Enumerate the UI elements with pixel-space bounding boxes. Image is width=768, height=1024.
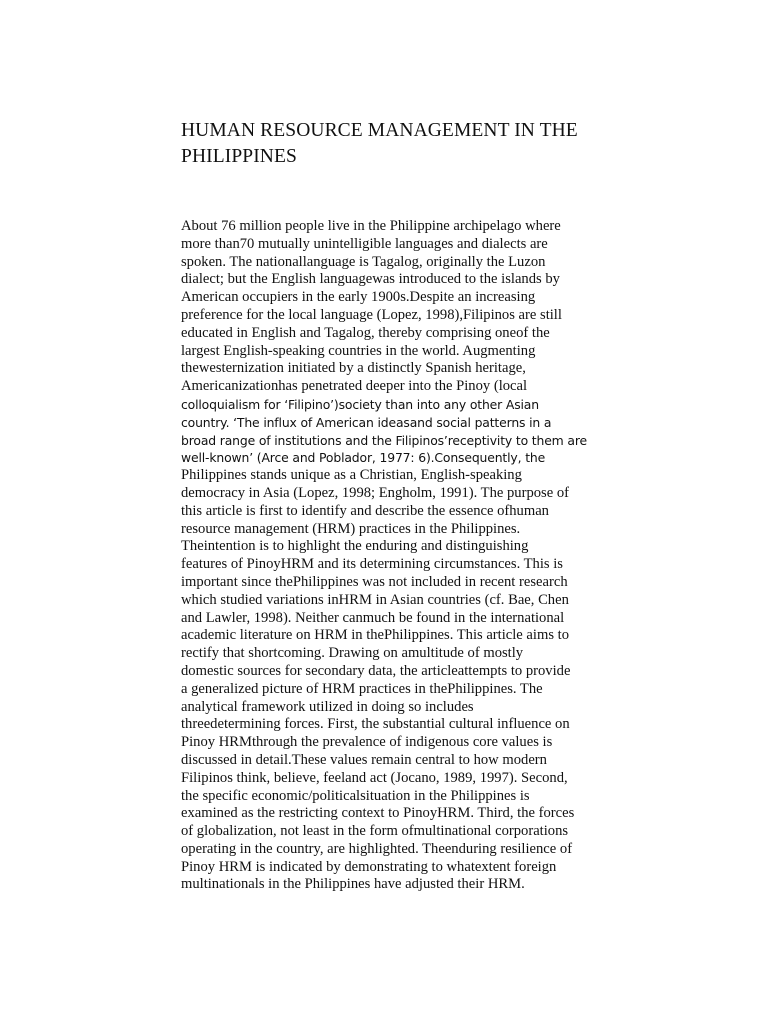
- title-line: PHILIPPINES: [181, 146, 297, 167]
- body-line: threedetermining forces. First, the substantial cultural influence on: [181, 716, 570, 733]
- body-line: Pinoy HRM is indicated by demonstrating to whatextent foreign: [181, 858, 557, 875]
- body-line: spoken. The nationallanguage is Tagalog, originally the Luzon: [181, 253, 546, 270]
- body-line: this article is first to identify and describe the essence ofhuman: [181, 502, 549, 519]
- body-line: dialect; but the English languagewas introduced to the islands by: [181, 271, 560, 288]
- body-line: resource management (HRM) practices in the Philippines.: [181, 520, 521, 537]
- body-line: well-known’ (Arce and Poblador, 1977: 6).Consequently, the: [181, 450, 546, 466]
- body-line: more than70 mutually unintelligible languages and dialects are: [181, 235, 548, 252]
- title-line: HUMAN RESOURCE MANAGEMENT IN THE: [181, 120, 578, 141]
- body-line: Filipinos think, believe, feeland act (Jocano, 1989, 1997). Second,: [181, 769, 568, 786]
- body-line: academic literature on HRM in thePhilippines. This article aims to: [181, 627, 569, 644]
- body-line: Theintention is to highlight the enduring and distinguishing: [181, 538, 529, 555]
- body-line: democracy in Asia (Lopez, 1998; Engholm, 1991). The purpose of: [181, 484, 569, 501]
- body-line: broad range of institutions and the Filipinos’receptivity to them are: [181, 432, 587, 448]
- body-line: a generalized picture of HRM practices in thePhilippines. The: [181, 680, 543, 697]
- body-line: the specific economic/politicalsituation in the Philippines is: [181, 787, 530, 804]
- body-line: of globalization, not least in the form ofmultinational corporations: [181, 823, 569, 840]
- body-line: Pinoy HRMthrough the prevalence of indigenous core values is: [181, 734, 553, 751]
- body-line: Philippines stands unique as a Christian, English-speaking: [181, 467, 522, 484]
- body-line: and Lawler, 1998). Neither canmuch be found in the international: [181, 609, 565, 626]
- body-paragraph: [181, 218, 601, 894]
- body-line: examined as the restricting context to PinoyHRM. Third, the forces: [181, 805, 575, 822]
- body-line: colloquialism for ‘Filipino’)society than into any other Asian: [181, 396, 539, 412]
- body-line: About 76 million people live in the Philippine archipelago where: [181, 218, 561, 234]
- body-line: preference for the local language (Lopez, 1998),Filipinos are still: [181, 306, 562, 323]
- body-line: operating in the country, are highlighted. Theenduring resilience of: [181, 840, 573, 857]
- body-line: rectify that shortcoming. Drawing on amultitude of mostly: [181, 645, 524, 662]
- body-line: which studied variations inHRM in Asian countries (cf. Bae, Chen: [181, 591, 569, 608]
- body-line: discussed in detail.These values remain central to how modern: [181, 751, 547, 768]
- body-line: American occupiers in the early 1900s.Despite an increasing: [181, 289, 536, 306]
- body-line: features of PinoyHRM and its determining circumstances. This is: [181, 556, 563, 573]
- body-line: multinationals in the Philippines have adjusted their HRM.: [181, 876, 525, 893]
- body-line: important since thePhilippines was not included in recent research: [181, 573, 568, 590]
- body-line: thewesternization initiated by a distinctly Spanish heritage,: [181, 360, 526, 377]
- body-line: Americanizationhas penetrated deeper into the Pinoy (local: [181, 378, 528, 395]
- body-line: analytical framework utilized in doing so includes: [181, 698, 474, 715]
- body-line: largest English-speaking countries in the world. Augmenting: [181, 342, 536, 359]
- body-line: domestic sources for secondary data, the articleattempts to provide: [181, 662, 571, 679]
- body-line: educated in English and Tagalog, thereby comprising oneof the: [181, 324, 550, 341]
- body-line: country. ‘The influx of American ideasand social patterns in a: [181, 414, 552, 430]
- document-title: [181, 118, 621, 170]
